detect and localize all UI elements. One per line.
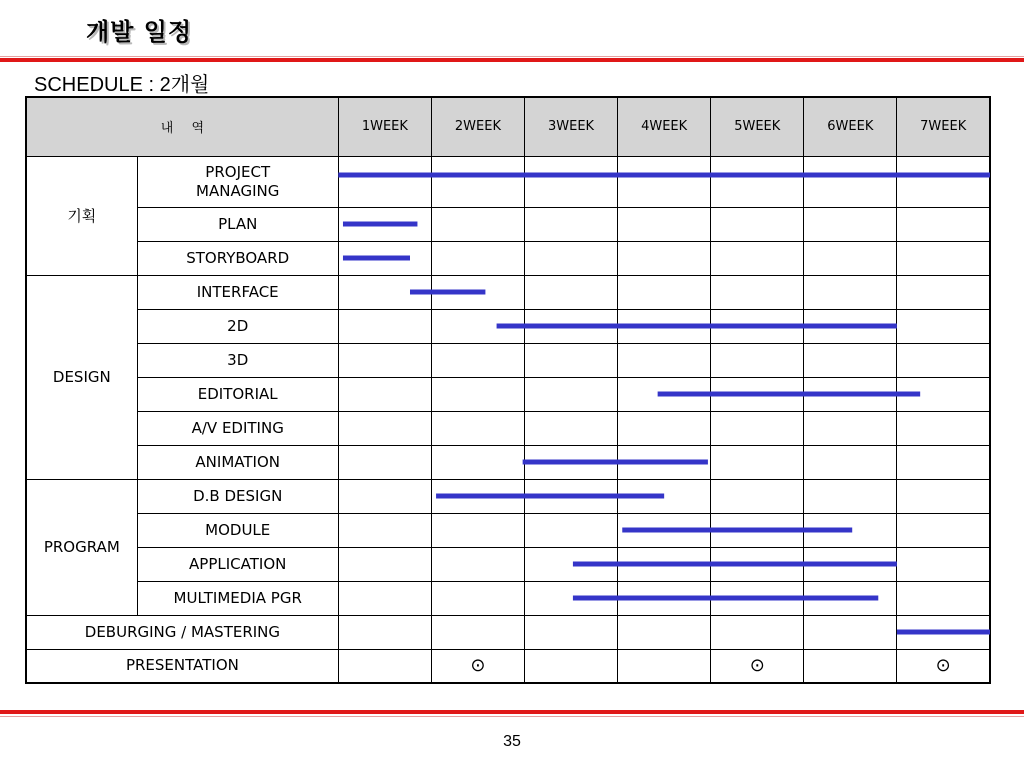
task-label: DEBURGING / MASTERING — [26, 615, 338, 649]
header-rule-thin — [0, 56, 1024, 57]
task-label: PLAN — [137, 207, 338, 241]
table-row — [26, 547, 990, 581]
task-label: D.B DESIGN — [137, 479, 338, 513]
task-label: MULTIMEDIA PGR — [137, 581, 338, 615]
schedule-table — [25, 96, 991, 684]
table-row — [26, 343, 990, 377]
table-row — [26, 513, 990, 547]
task-label: ANIMATION — [137, 445, 338, 479]
header-item-cell: 내 역 — [26, 97, 338, 156]
header-week-6: 6WEEK — [804, 97, 897, 156]
schedule-chart — [25, 96, 991, 685]
milestone-marker: ⊙ — [711, 649, 804, 683]
task-label: PROJECT MANAGING — [137, 156, 338, 207]
task-label: MODULE — [137, 513, 338, 547]
header-rule — [0, 58, 1024, 62]
table-row — [26, 241, 990, 275]
table-row — [26, 649, 990, 683]
task-label: A/V EDITING — [137, 411, 338, 445]
header-week-5: 5WEEK — [711, 97, 804, 156]
header-week-1: 1WEEK — [338, 97, 431, 156]
task-label: 2D — [137, 309, 338, 343]
group-label-design: DESIGN — [26, 275, 137, 479]
task-label: STORYBOARD — [137, 241, 338, 275]
header-week-3: 3WEEK — [525, 97, 618, 156]
group-label-program: PROGRAM — [26, 479, 137, 615]
header-week-7: 7WEEK — [897, 97, 990, 156]
task-label: EDITORIAL — [137, 377, 338, 411]
footer-rule — [0, 710, 1024, 714]
task-label: APPLICATION — [137, 547, 338, 581]
table-row — [26, 479, 990, 513]
milestone-marker: ⊙ — [431, 649, 524, 683]
header-week-2: 2WEEK — [431, 97, 524, 156]
table-row — [26, 309, 990, 343]
table-row — [26, 615, 990, 649]
task-label: 3D — [137, 343, 338, 377]
header-row — [26, 97, 990, 156]
table-row — [26, 445, 990, 479]
task-label: INTERFACE — [137, 275, 338, 309]
table-row — [26, 411, 990, 445]
footer-rule-thin — [0, 716, 1024, 717]
page-title: 개발 일정 — [86, 18, 193, 46]
page-number: 35 — [503, 733, 521, 750]
milestone-marker: ⊙ — [897, 649, 990, 683]
group-label-planning: 기획 — [26, 156, 137, 275]
table-row — [26, 377, 990, 411]
schedule-subtitle: SCHEDULE : 2개월 — [34, 74, 210, 96]
table-row — [26, 581, 990, 615]
table-row — [26, 275, 990, 309]
table-row — [26, 207, 990, 241]
header-week-4: 4WEEK — [618, 97, 711, 156]
task-label: PRESENTATION — [26, 649, 338, 683]
table-row — [26, 156, 990, 207]
